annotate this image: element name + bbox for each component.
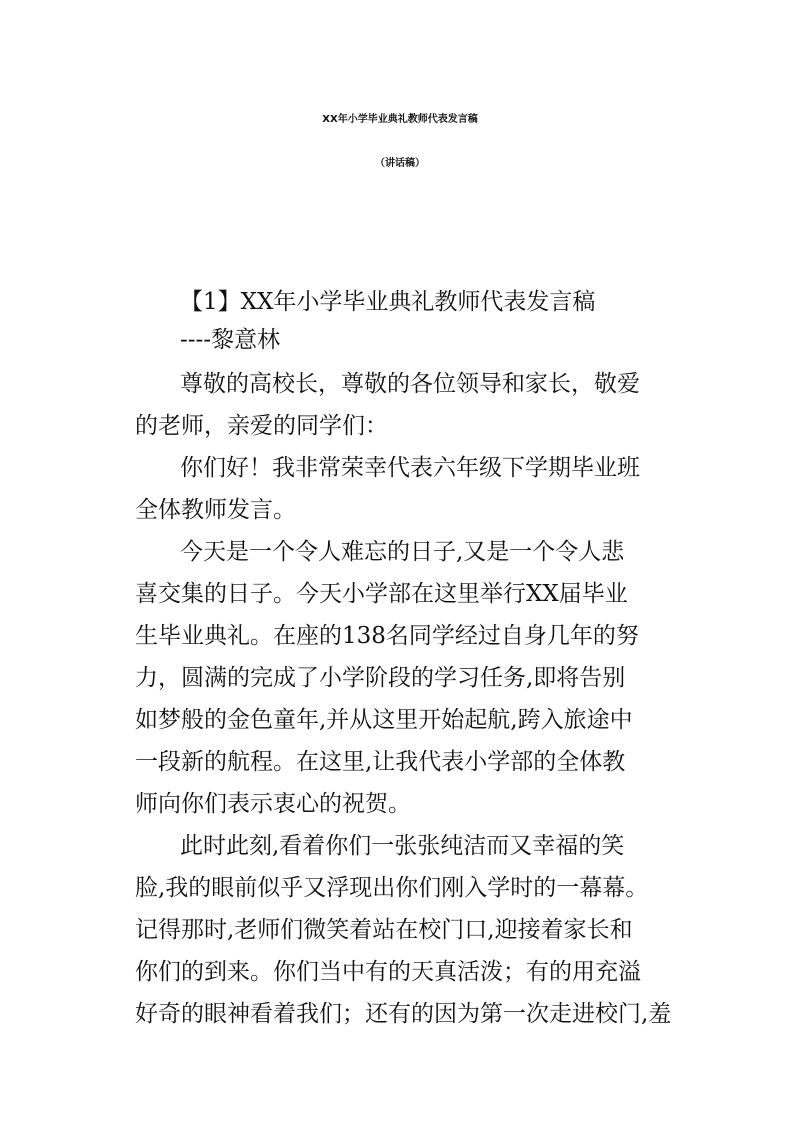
text-line: 师向你们表示衷心的祝贺。 [135, 791, 411, 817]
text-line: 今天是一个令人难忘的日子,又是一个令人悲 [180, 539, 625, 565]
text-line: 脸,我的眼前似乎又浮现出你们刚入学时的一幕幕。 [135, 875, 649, 901]
section-heading: 【1】XX年小学毕业典礼教师代表发言稿 [180, 289, 596, 315]
text-line: 尊敬的高校长，尊敬的各位领导和家长，敬爱 [180, 371, 640, 397]
text-line: 记得那时,老师们微笑着站在校门口,迎接着家长和 [135, 917, 633, 943]
document-title: XX年小学毕业典礼教师代表发言稿 [322, 114, 478, 125]
text-line: 如梦般的金色童年,并从这里开始起航,跨入旅途中 [135, 707, 633, 733]
text-line: 力，圆满的完成了小学阶段的学习任务,即将告别 [135, 665, 626, 691]
text-line: 的老师，亲爱的同学们： [135, 413, 388, 439]
text-line: 全体教师发言。 [135, 497, 296, 523]
text-line: 好奇的眼神看着我们；还有的因为第一次走进校门,羞 [135, 1001, 672, 1027]
text-line: 你们的到来。你们当中有的天真活泼；有的用充溢 [135, 959, 641, 985]
document-subtitle: （讲话稿） [375, 158, 425, 169]
text-line: 一段新的航程。在这里,让我代表小学部的全体教 [135, 749, 626, 775]
text-line: 你们好！我非常荣幸代表六年级下学期毕业班 [180, 455, 640, 481]
author-line: ----黎意林 [180, 327, 281, 353]
text-line: 生毕业典礼。在座的138名同学经过自身几年的努 [135, 623, 639, 649]
text-line: 此时此刻,看着你们一张张纯洁而又幸福的笑 [180, 833, 625, 859]
text-line: 喜交集的日子。今天小学部在这里举行XX届毕业 [135, 581, 628, 607]
